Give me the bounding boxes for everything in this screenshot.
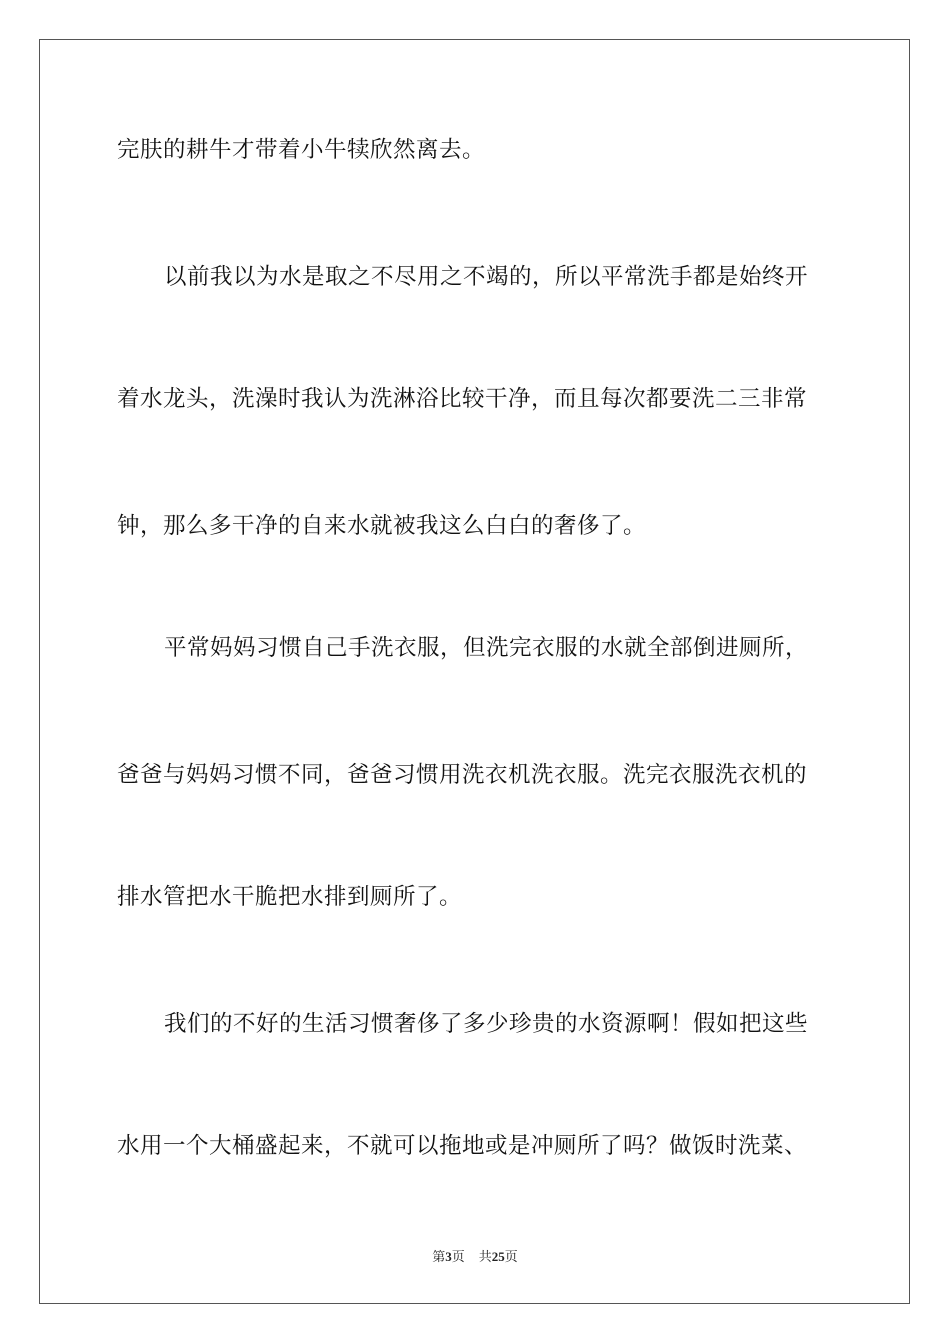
paragraph-line: 爸爸与妈妈习惯不同，爸爸习惯用洗衣机洗衣服。洗完衣服洗衣机的	[117, 762, 808, 788]
paragraph-line: 水用一个大桶盛起来，不就可以拖地或是冲厕所了吗？做饭时洗菜、	[117, 1133, 808, 1159]
paragraph-line: 完肤的耕牛才带着小牛犊欣然离去。	[117, 137, 486, 163]
total-suffix: 页	[504, 1250, 518, 1265]
page-border	[39, 39, 910, 1304]
page-footer	[0, 1248, 950, 1267]
page-number: 3	[445, 1249, 452, 1264]
paragraph-line: 平常妈妈习惯自己手洗衣服，但洗完衣服的水就全部倒进厕所，	[164, 635, 809, 661]
total-pages: 25	[491, 1249, 505, 1264]
paragraph-line: 着水龙头，洗澡时我认为洗淋浴比较干净，而且每次都要洗二三非常	[117, 386, 808, 412]
paragraph-line: 我们的不好的生活习惯奢侈了多少珍贵的水资源啊！假如把这些	[164, 1011, 809, 1037]
page-prefix: 第	[432, 1250, 446, 1265]
paragraph-line: 排水管把水干脆把水排到厕所了。	[117, 884, 463, 910]
paragraph-line: 钟，那么多干净的自来水就被我这么白白的奢侈了。	[117, 513, 647, 539]
total-prefix: 共	[478, 1250, 492, 1265]
page-suffix: 页	[451, 1250, 465, 1265]
paragraph-line: 以前我以为水是取之不尽用之不竭的，所以平常洗手都是始终开	[164, 264, 809, 290]
